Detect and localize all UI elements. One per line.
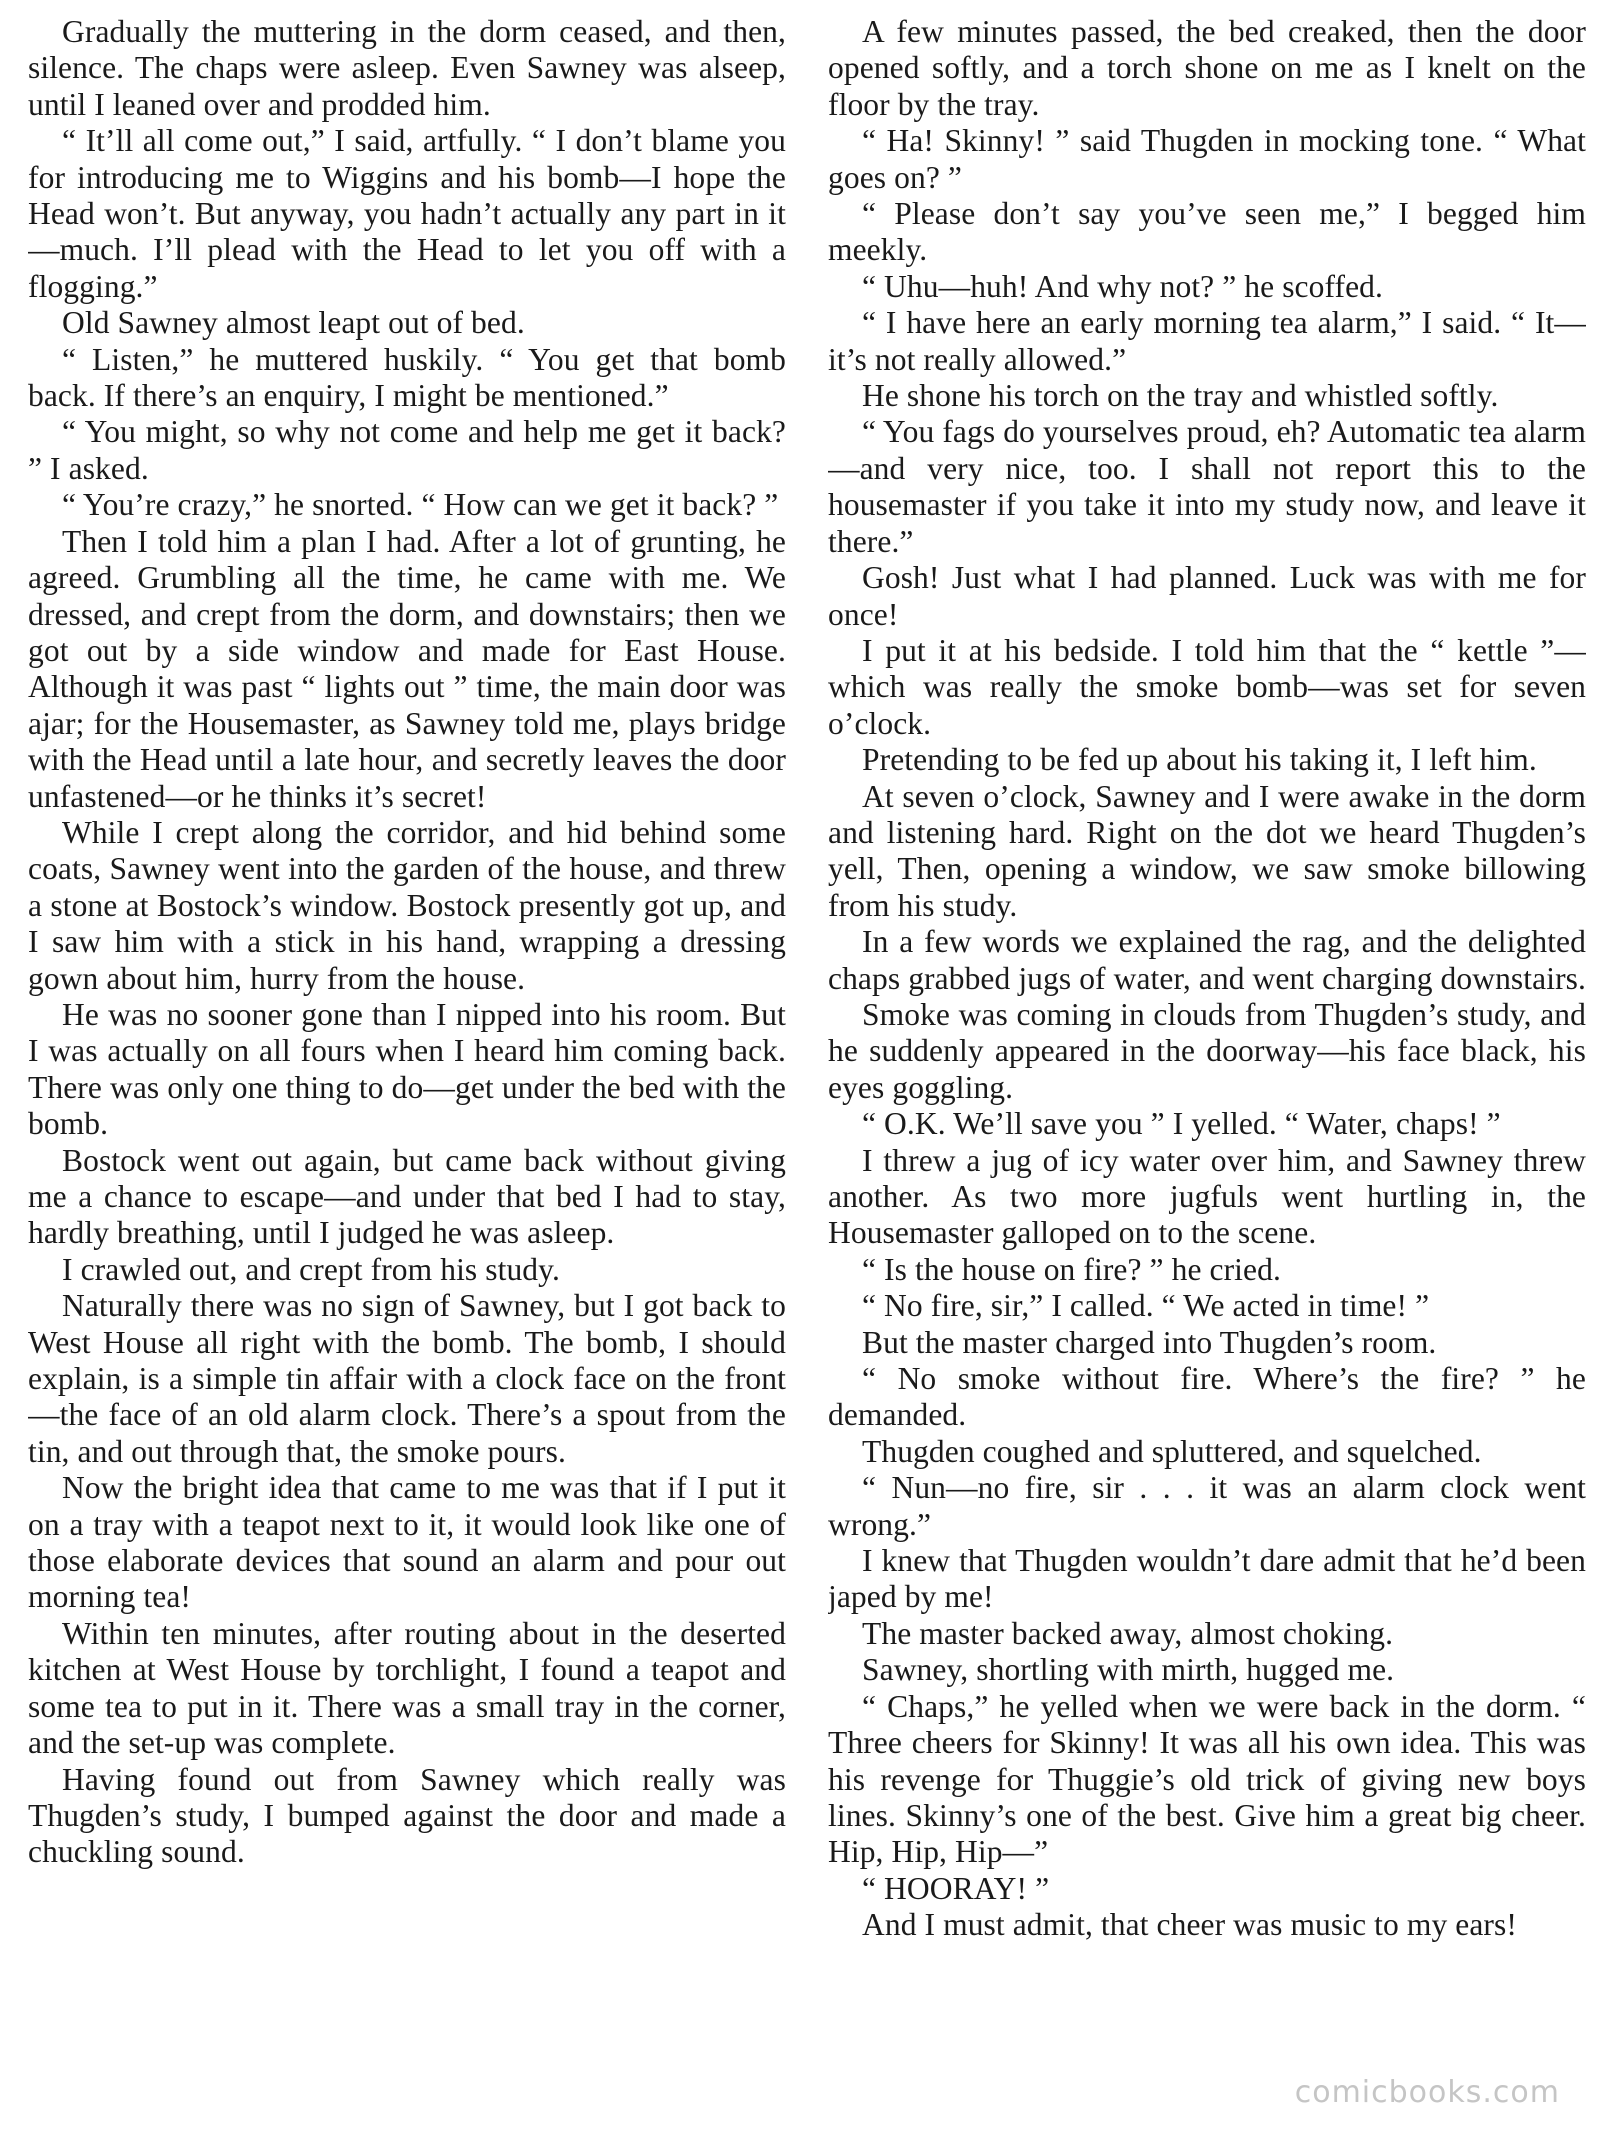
paragraph: But the master charged into Thugden’s room.: [862, 1324, 1437, 1360]
paragraph: Having found out from Sawney which really was Thugden’s study, I bumped against the door and made a chuckling sound.: [28, 1761, 786, 1870]
paragraph: While I crept along the corridor, and hid behind some coats, Sawney went into the garden of the house, and threw a stone at Bostock’s window. Bostock presently got up, and I saw him with a stick in his hand, wrapping a dressing gown about him, hurry from the house.: [28, 814, 786, 996]
paragraph: At seven o’clock, Sawney and I were awake in the dorm and listening hard. Right on the dot we heard Thugden’s yell, Then, opening a window, we saw smoke billowing from his study.: [828, 778, 1586, 923]
paragraph: “ Is the house on fire? ” he cried.: [862, 1251, 1281, 1287]
paragraph: “ No fire, sir,” I called. “ We acted in time! ”: [862, 1288, 1430, 1324]
paragraph: Naturally there was no sign of Sawney, but I got back to West House all right with the bomb. The bomb, I should explain, is a simple tin affair with a clock face on the front—the face of an old alarm clock. There’s a spout from the tin, and out through that, the smoke pours.: [28, 1288, 786, 1469]
watermark: comicbooks.com: [1294, 2075, 1560, 2110]
paragraph: “ You might, so why not come and help me get it back? ” I asked.: [28, 414, 786, 486]
paragraph: He was no sooner gone than I nipped into his room. But I was actually on all fours when I heard him coming back. There was only one thing to do—get under the bed with the bomb.: [28, 996, 786, 1142]
right-column: [828, 14, 1586, 2134]
paragraph: I crawled out, and crept from his study.: [62, 1251, 560, 1287]
paragraph: “ Uhu—huh! And why not? ” he scoffed.: [862, 268, 1384, 304]
paragraph: Now the bright idea that came to me was that if I put it on a tray with a teapot next to it, it would look like one of those elaborate devices that sound an alarm and pour out morning tea!: [28, 1470, 786, 1615]
paragraph: In a few words we explained the rag, and the delighted chaps grabbed jugs of water, and went charging downstairs.: [828, 924, 1586, 996]
paragraph: “ O.K. We’ll save you ” I yelled. “ Water, chaps! ”: [862, 1106, 1501, 1142]
paragraph: Gosh! Just what I had planned. Luck was with me for once!: [828, 560, 1586, 632]
paragraph: “ No smoke without fire. Where’s the fire? ” he demanded.: [828, 1361, 1586, 1433]
left-column: [28, 14, 786, 2134]
paragraph: Sawney, shortling with mirth, hugged me.: [862, 1652, 1395, 1688]
paragraph: “ Chaps,” he yelled when we were back in the dorm. “ Three cheers for Skinny! It was all his own idea. This was his revenge for Thuggie’s old trick of giving new boys lines. Skinny’s one of the best. Give him a great big cheer. Hip, Hip, Hip—”: [828, 1688, 1586, 1870]
paragraph: “ You fags do yourselves proud, eh? Automatic tea alarm—and very nice, too. I shall not report this to the housemaster if you take it into my study now, and leave it there.”: [828, 414, 1586, 559]
paragraph: “ Ha! Skinny! ” said Thugden in mocking tone. “ What goes on? ”: [828, 123, 1586, 195]
paragraph: Bostock went out again, but came back without giving me a chance to escape—and under that bed I had to stay, hardly breathing, until I judged he was asleep.: [28, 1142, 786, 1251]
paragraph: “ Listen,” he muttered huskily. “ You get that bomb back. If there’s an enquiry, I might be mentioned.”: [28, 341, 786, 414]
paragraph: “ You’re crazy,” he snorted. “ How can we get it back? ”: [62, 487, 779, 523]
paragraph: “ It’ll all come out,” I said, artfully. “ I don’t blame you for introducing me to Wiggins and his bomb—I hope the Head won’t. But anyway, you hadn’t actually any part in it—much. I’ll plead with the Head to let you off with a flogging.”: [28, 123, 786, 304]
paragraph: Gradually the muttering in the dorm ceased, and then, silence. The chaps were asleep. Even Sawney was alseep, until I leaned over and prodded him.: [28, 14, 786, 122]
paragraph: He shone his torch on the tray and whistled softly.: [862, 378, 1499, 414]
paragraph: “ Nun—no fire, sir . . . it was an alarm clock went wrong.”: [828, 1470, 1586, 1542]
paragraph: I knew that Thugden wouldn’t dare admit that he’d been japed by me!: [828, 1543, 1586, 1615]
paragraph: And I must admit, that cheer was music to my ears!: [862, 1907, 1517, 1943]
paragraph: “ Please don’t say you’ve seen me,” I begged him meekly.: [828, 196, 1586, 268]
paragraph: Within ten minutes, after routing about in the deserted kitchen at West House by torchlight, I found a teapot and some tea to put in it. There was a small tray in the corner, and the set-up was complete.: [28, 1615, 786, 1761]
page: [28, 14, 1586, 2134]
paragraph: I threw a jug of icy water over him, and Sawney threw another. As two more jugfuls went hurtling in, the Housemaster galloped on to the scene.: [828, 1142, 1586, 1251]
paragraph: I put it at his bedside. I told him that the “ kettle ”—which was really the smoke bomb—was set for seven o’clock.: [828, 632, 1586, 741]
paragraph: Thugden coughed and spluttered, and squelched.: [862, 1433, 1482, 1469]
paragraph: “ I have here an early morning tea alarm,” I said. “ It—it’s not really allowed.”: [828, 305, 1586, 377]
paragraph: Smoke was coming in clouds from Thugden’s study, and he suddenly appeared in the doorway—his face black, his eyes goggling.: [828, 996, 1586, 1105]
paragraph: Then I told him a plan I had. After a lot of grunting, he agreed. Grumbling all the time, he came with me. We dressed, and crept from the dorm, and downstairs; then we got out by a side window and made for East House. Although it was past “ lights out ” time, the main door was ajar; for the Housemaster, as Sawney told me, plays bridge with the Head until a late hour, and secretly leaves the door unfastened—or he thinks it’s secret!: [28, 523, 786, 814]
paragraph: Old Sawney almost leapt out of bed.: [62, 305, 525, 341]
paragraph: Pretending to be fed up about his taking it, I left him.: [862, 742, 1537, 778]
paragraph: “ HOORAY! ”: [862, 1870, 1050, 1906]
paragraph: The master backed away, almost choking.: [862, 1615, 1394, 1651]
paragraph: A few minutes passed, the bed creaked, then the door opened softly, and a torch shone on me as I knelt on the floor by the tray.: [828, 14, 1586, 122]
